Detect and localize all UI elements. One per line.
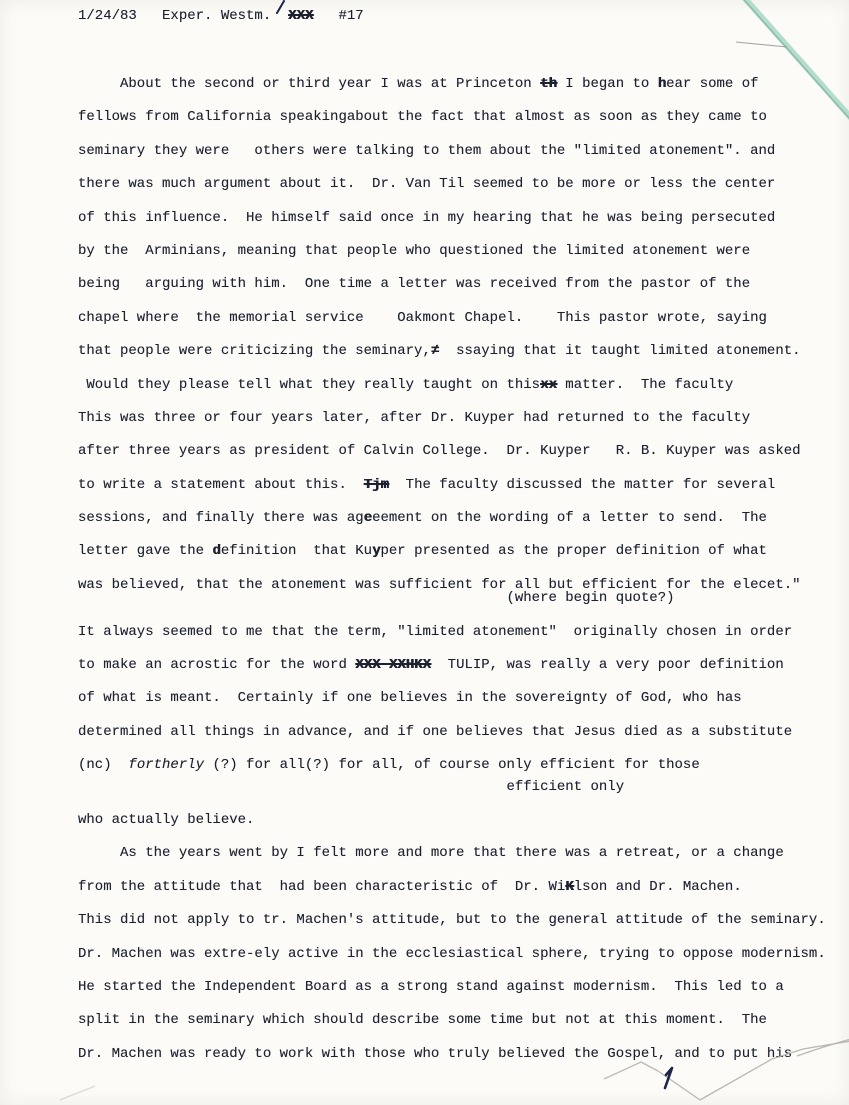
typed-line: Dr. Machen was ready to work with those who truly believed the Gospel, and to put his (78, 1045, 793, 1062)
typed-line: to write a statement about this. Tjm The faculty discussed the matter for several (78, 476, 776, 493)
typed-line: (nc) fortherly (?) for all(?) for all, of course only efficient for those (78, 757, 700, 774)
typed-line: split in the seminary which should describe some time but not at this moment. The (78, 1012, 767, 1029)
typed-line: chapel where the memorial service Oakmont Chapel. This pastor wrote, saying (78, 309, 767, 326)
typed-line: About the second or third year I was at Princeton th I began to hear some of (78, 76, 759, 92)
typed-line: Dr. Machen was extre-ely active in the ecclesiastical sphere, trying to oppose modernism. (78, 945, 826, 962)
typed-line: who actually believe. (78, 811, 255, 828)
typed-line: of this influence. He himself said once in my hearing that he was being persecuted (78, 209, 776, 226)
typed-line: there was much argument about it. Dr. Van Til seemed to be more or less the center (78, 176, 776, 193)
typed-line: of what is meant. Certainly if one believes in the sovereignty of God, who has (78, 690, 742, 707)
typed-line: being arguing with him. One time a letter was received from the pastor of the (78, 276, 751, 293)
typed-line: This did not apply to tr. Machen's attitude, but to the general attitude of the seminary. (78, 912, 826, 929)
typed-line: from the attitude that had been characteristic of Dr. WiKlson and Dr. Machen. (78, 878, 742, 895)
inline-annotation: efficient only (78, 778, 625, 795)
typed-line: that people were criticizing the seminary,≠ ssaying that it taught limited atonement. (78, 343, 801, 360)
typed-line: He started the Independent Board as a strong stand against modernism. This led to a (78, 978, 784, 995)
typed-line: by the Arminians, meaning that people who questioned the limited atonement were (78, 242, 751, 259)
typed-line: This was three or four years later, after Dr. Kuyper had returned to the faculty (78, 409, 751, 426)
typed-line: after three years as president of Calvin College. Dr. Kuyper R. B. Kuyper was asked (78, 443, 801, 460)
typed-line: to make an acrostic for the word XXX XXHKX TULIP, was really a very poor definition (78, 657, 784, 674)
typed-line: Would they please tell what they really taught on thisxx matter. The faculty (78, 376, 734, 393)
typed-line: was believed, that the atonement was sufficient for all but efficient for the elecet." (78, 576, 801, 593)
typed-line: As the years went by I felt more and more that there was a retreat, or a change (78, 845, 784, 862)
typed-line: fellows from California speakingabout the fact that almost as soon as they came to (78, 109, 767, 126)
typed-line: determined all things in advance, and if one believes that Jesus died as a substitute (78, 723, 793, 740)
inline-annotation: (where begin quote?) (78, 590, 675, 607)
typed-line: It always seemed to me that the term, "limited atonement" originally chosen in order (78, 623, 793, 640)
typed-line: letter gave the definition that Kuyper presented as the proper definition of what (78, 543, 767, 560)
typed-line: sessions, and finally there was ageeement on the wording of a letter to send. The (78, 510, 767, 527)
page-header-line: 1/24/83 Exper. Westm. XXX #17 (78, 8, 364, 24)
typed-line: seminary they were others were talking to them about the "limited atonement". and (78, 142, 776, 159)
